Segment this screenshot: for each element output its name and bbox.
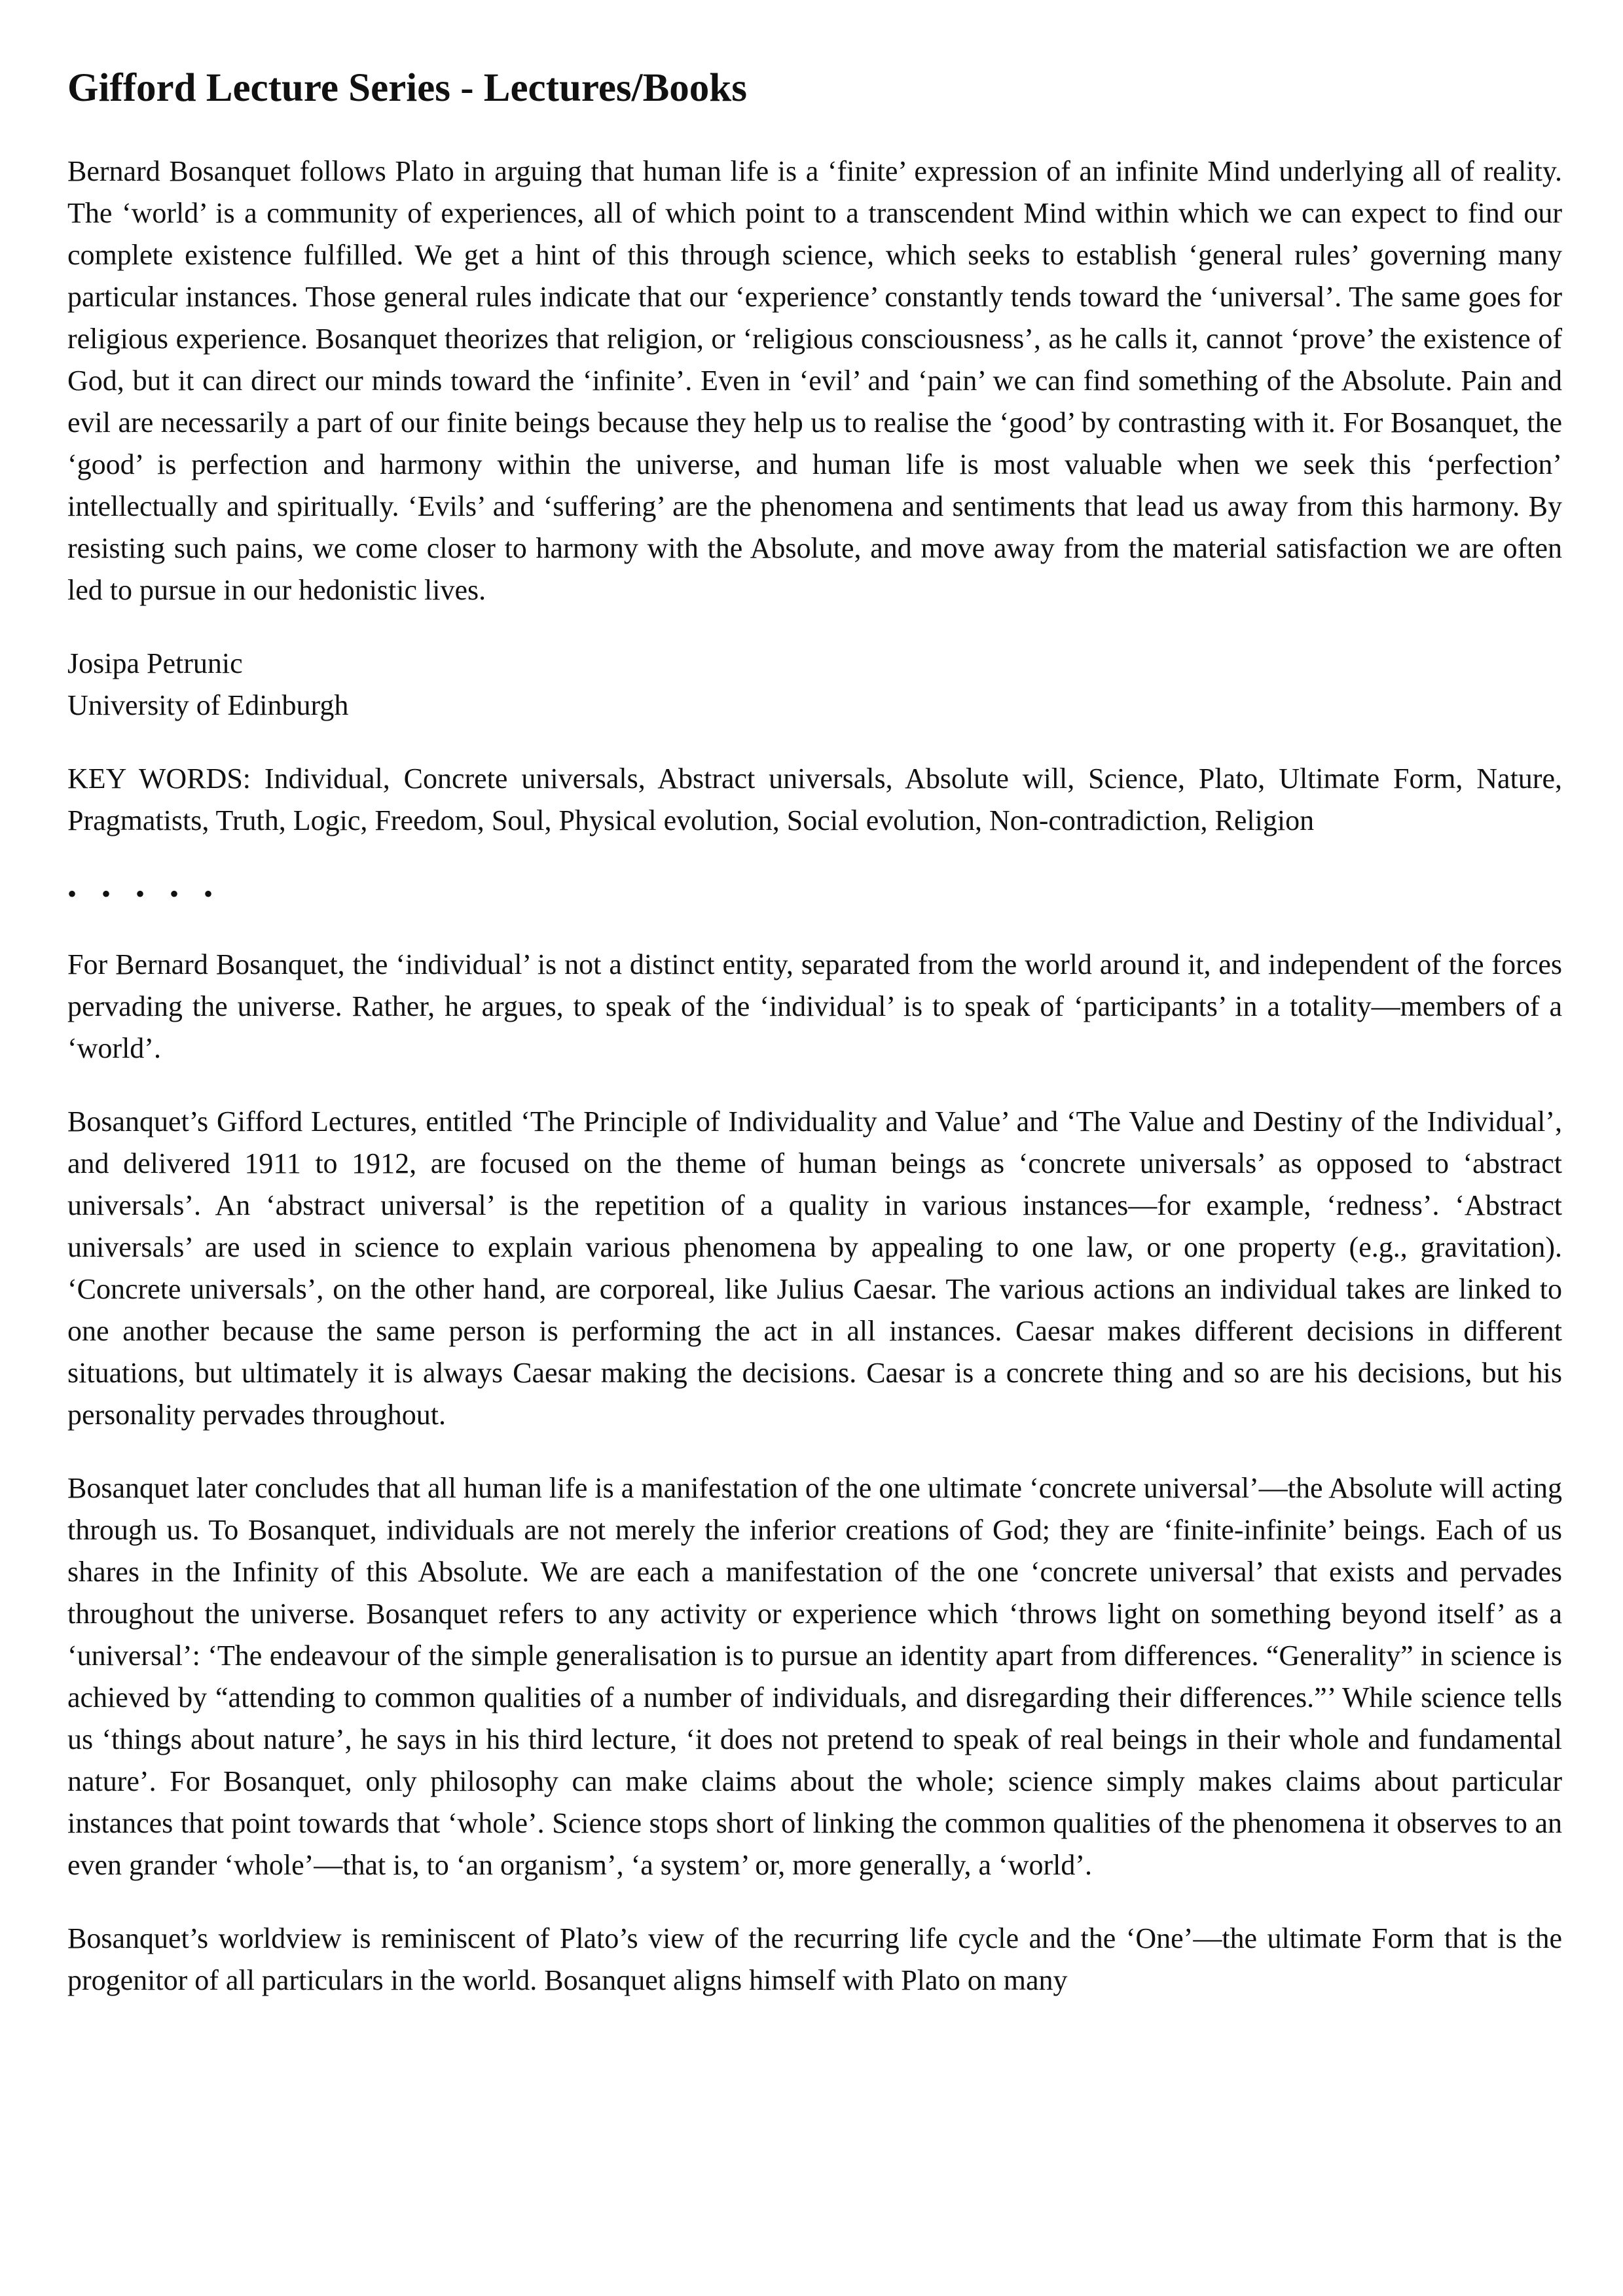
keywords-paragraph: KEY WORDS: Individual, Concrete universals, Abstract universals, Absolute will, Science, Plato, Ultimate Form, Nature, Pragmatists, Truth, Logic, Freedom, Soul, Physical evolution, Social evolution, Non-contradiction, Religion bbox=[67, 762, 1562, 837]
body-paragraph-2: Bosanquet’s Gifford Lectures, entitled ‘The Principle of Individuality and Value’ and ‘The Value and Destiny of the Individual’, and delivered 1911 to 1912, are focused on the theme of human beings as ‘concrete universals’ as opposed to ‘abstract universals’. An ‘abstract universal’ is the repetition of a quality in various instances—for example, ‘redness’. ‘Abstract universals’ are used in science to explain various phenomena by appealing to one law, or one property (e.g., gravitation). ‘Concrete universals’, on the other hand, are corporeal, like Julius Caesar. The various actions an individual takes are linked to one another because the same person is performing the act in all instances. Caesar makes different decisions in different situations, but ultimately it is always Caesar making the decisions. Caesar is a concrete thing and so are his decisions, but his personality pervades throughout. bbox=[67, 1105, 1562, 1431]
author-block bbox=[67, 643, 1562, 726]
body-paragraph-4: Bosanquet’s worldview is reminiscent of Plato’s view of the recurring life cycle and the ‘One’—the ultimate Form that is the progenitor of all particulars in the world. Bosanquet aligns himself with Plato on many bbox=[67, 1922, 1562, 1997]
body-paragraph-1: For Bernard Bosanquet, the ‘individual’ is not a distinct entity, separated from the world around it, and independent of the forces pervading the universe. Rather, he argues, to speak of the ‘individual’ is to speak of ‘participants’ in a totality—members of a ‘world’. bbox=[67, 948, 1562, 1065]
section-separator: • • • • • bbox=[67, 879, 223, 909]
page-title: Gifford Lecture Series - Lectures/Books bbox=[67, 66, 747, 110]
body-paragraph-3: Bosanquet later concludes that all human life is a manifestation of the one ultimate ‘concrete universal’—the Absolute will acting through us. To Bosanquet, individuals are not merely the inferior creations of God; they are ‘finite-infinite’ beings. Each of us shares in the Infinity of this Absolute. We are each a manifestation of the one ‘concrete universal’ that exists and pervades throughout the universe. Bosanquet refers to any activity or experience which ‘throws light on something beyond itself’ as a ‘universal’: ‘The endeavour of the simple generalisation is to pursue an identity apart from differences. “Generality” in science is achieved by “attending to common qualities of a number of individuals, and disregarding their differences.”’ While science tells us ‘things about nature’, he says in his third lecture, ‘it does not pretend to speak of real beings in their whole and fundamental nature’. For Bosanquet, only philosophy can make claims about the whole; science simply makes claims about particular instances that point towards that ‘whole’. Science stops short of linking the common qualities of the phenomena it observes to an even grander ‘whole’—that is, to ‘an organism’, ‘a system’ or, more generally, a ‘world’. bbox=[67, 1472, 1562, 1882]
author-name: Josipa Petrunic bbox=[67, 647, 243, 680]
summary-paragraph: Bernard Bosanquet follows Plato in arguing that human life is a ‘finite’ expression of an infinite Mind underlying all of reality. The ‘world’ is a community of experiences, all of which point to a transcendent Mind within which we can expect to find our complete existence fulfilled. We get a hint of this through science, which seeks to establish ‘general rules’ governing many particular instances. Those general rules indicate that our ‘experience’ constantly tends toward the ‘universal’. The same goes for religious experience. Bosanquet theorizes that religion, or ‘religious consciousness’, as he calls it, cannot ‘prove’ the existence of God, but it can direct our minds toward the ‘infinite’. Even in ‘evil’ and ‘pain’ we can find something of the Absolute. Pain and evil are necessarily a part of our finite beings because they help us to realise the ‘good’ by contrasting with it. For Bosanquet, the ‘good’ is perfection and harmony within the universe, and human life is most valuable when we seek this ‘perfection’ intellectually and spiritually. ‘Evils’ and ‘suffering’ are the phenomena and sentiments that lead us away from this harmony. By resisting such pains, we come closer to harmony with the Absolute, and move away from the material satisfaction we are often led to pursue in our hedonistic lives. bbox=[67, 155, 1562, 607]
author-affiliation: University of Edinburgh bbox=[67, 689, 349, 722]
document-page bbox=[67, 65, 1562, 2033]
